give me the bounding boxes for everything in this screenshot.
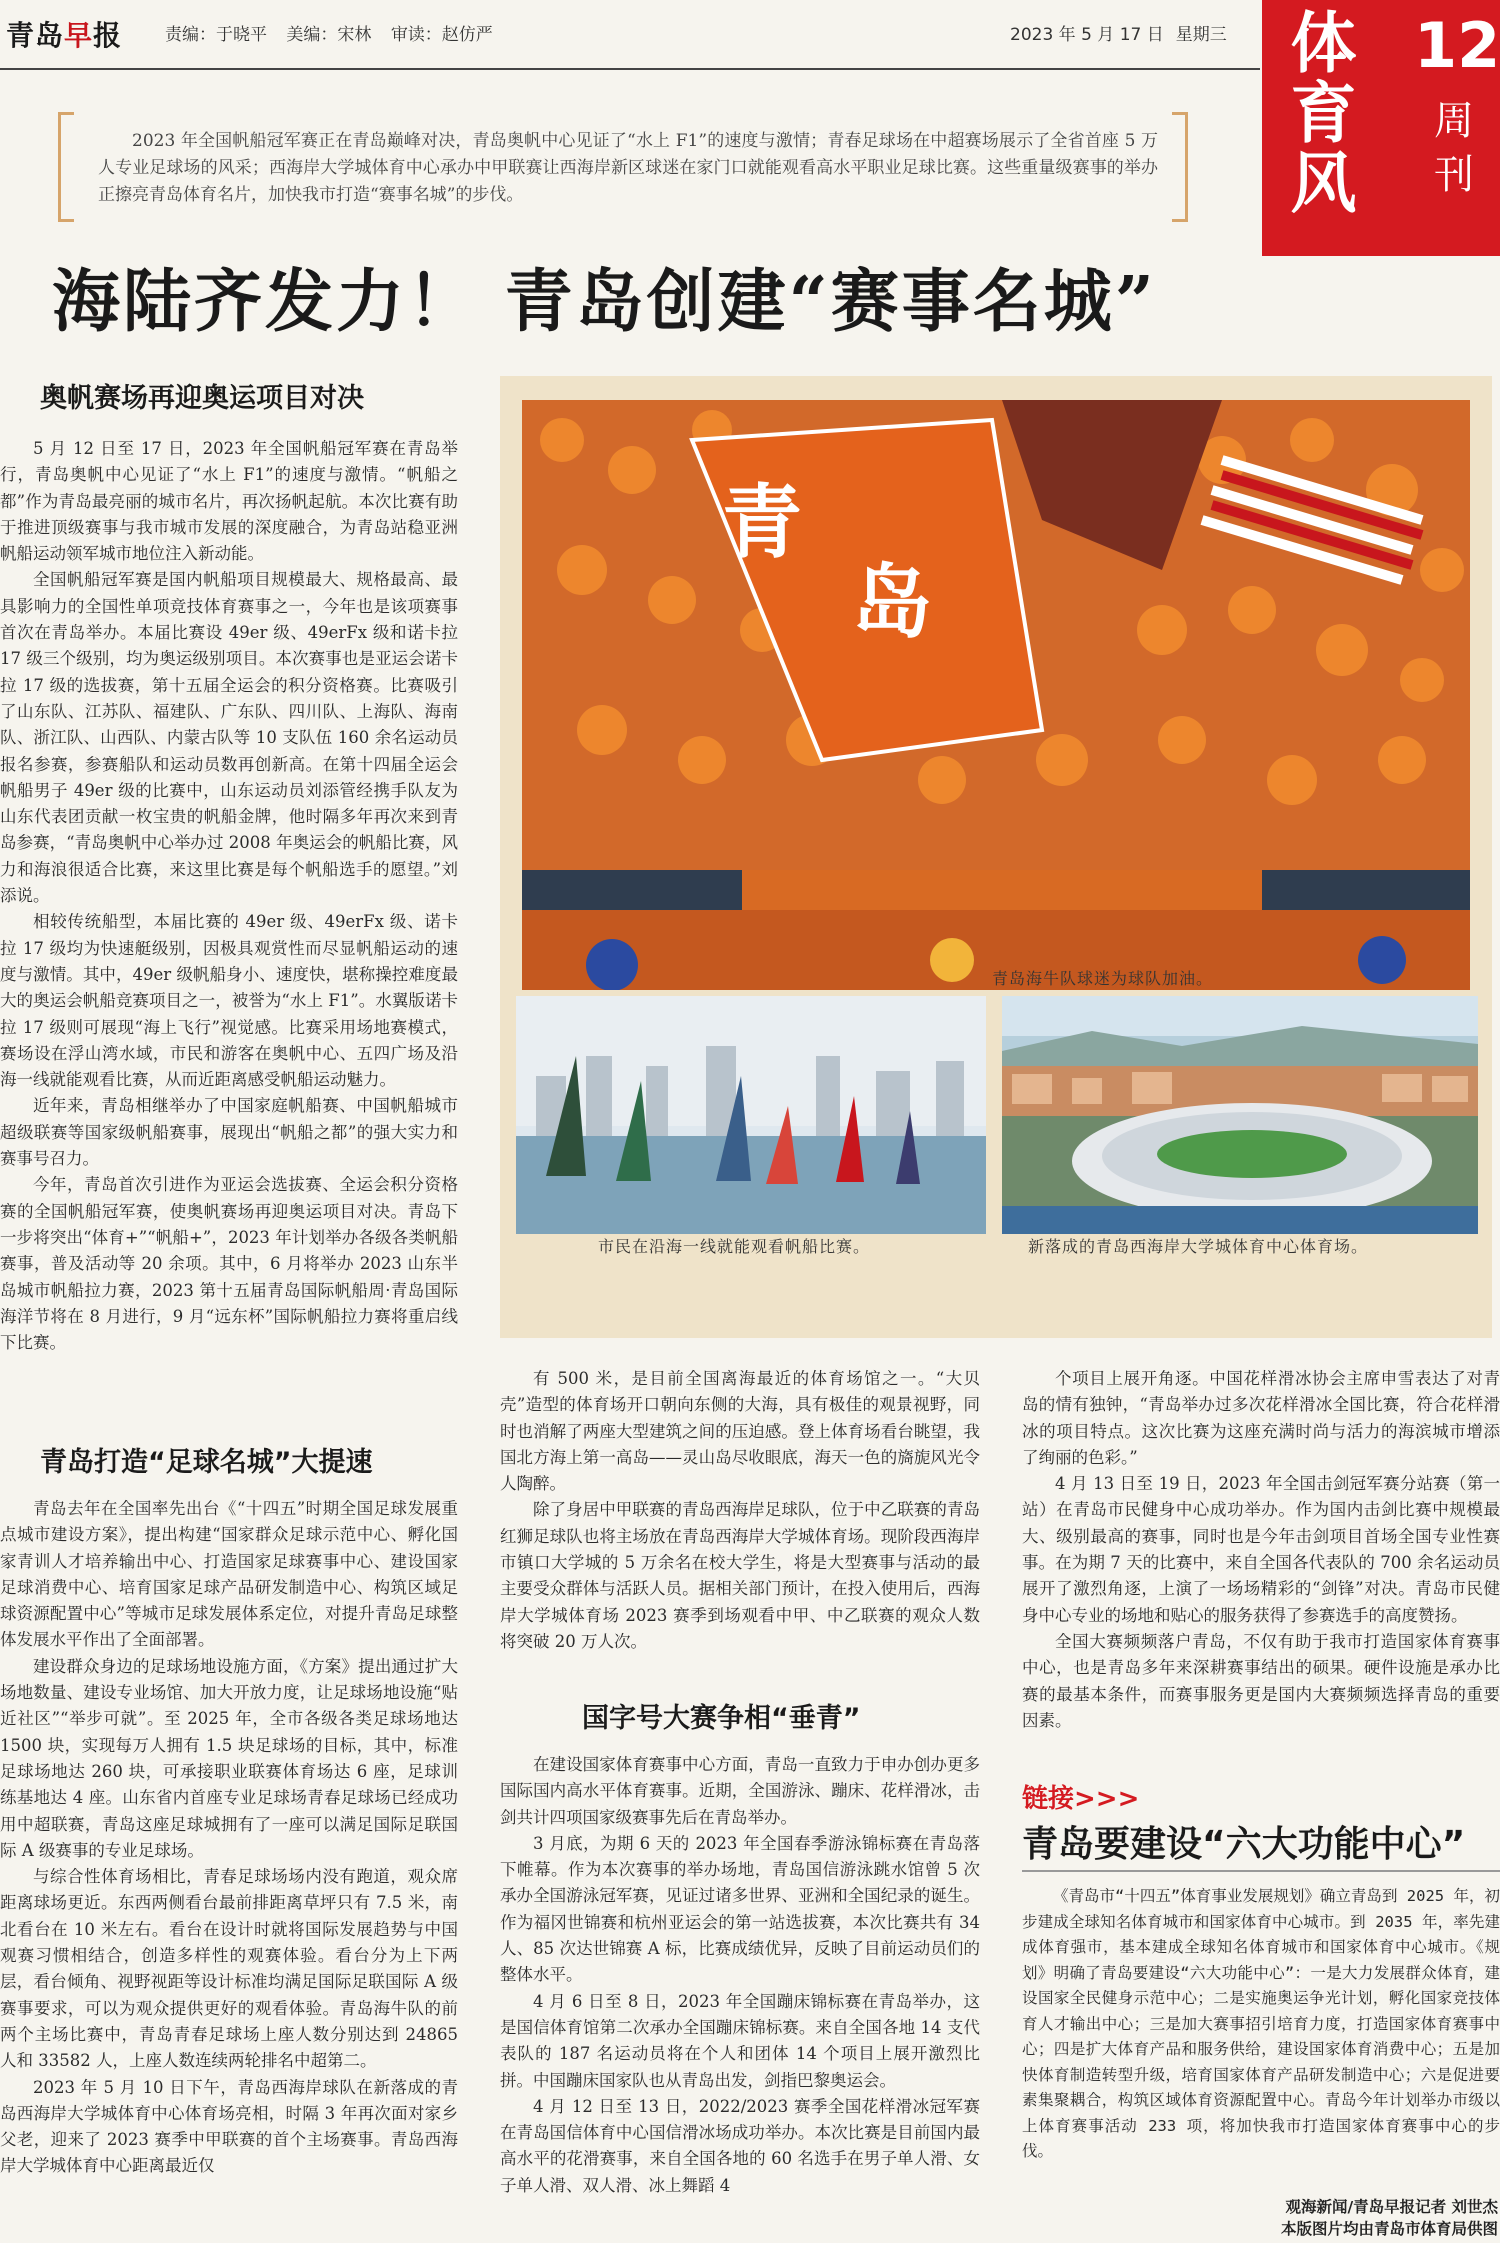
paragraph: 2023 年 5 月 10 日下午，青岛西海岸球队在新落成的青岛西海岸大学城体育中心体育场亮相，时隔 3 年再次面对家乡父老，迎来了 2023 赛季中甲联赛的首个主场赛事。青岛西海岸大学城体育中心距离最近仅 xyxy=(0,2077,458,2176)
paragraph: 今年，青岛首次引进作为亚运会选拔赛、全运会积分资格赛的全国帆船冠军赛，使奥帆赛场再迎奥运项目对决。青岛下一步将突出“体育+”“帆船+”，2023 年计划举办各级各类帆船赛事，普及活动等 20 余项。其中，6 月将举办 2023 山东半岛城市帆船拉力赛，2023 第十五届青岛国际帆船周·青岛国际海洋节将在 8 月进行，9 月“远东杯”国际帆船拉力赛将重启线下比赛。 xyxy=(0,1175,458,1353)
sailing-photo xyxy=(516,996,986,1234)
sailing-caption: 市民在沿海一线就能观看帆船比赛。 xyxy=(598,1237,871,1256)
section2-title: 青岛打造“足球名城”大提速 xyxy=(40,1447,373,1478)
weekly-label: 周 刊 xyxy=(1434,98,1474,198)
section1-title: 奥帆赛场再迎奥运项目对决 xyxy=(40,383,364,414)
paragraph: 全国大赛频频落户青岛，不仅有助于我市打造国家体育赛事中心，也是青岛多年来深耕赛事结出的硕果。硬件设施是承办比赛的最基本条件，而赛事服务更是国内大赛频频选择青岛的重要因素。 xyxy=(1022,1631,1500,1730)
svg-text:青: 青 xyxy=(722,476,802,569)
paragraph: 有 500 米，是目前全国离海最近的体育场馆之一。“大贝壳”造型的体育场开口朝向东侧的大海，具有极佳的观景视野，同时也消解了两座大型建筑之间的压迫感。登上体育场看台眺望，我国北方海上第一高岛——灵山岛尽收眼底，海天一色的旖旎风光令人陶醉。 xyxy=(500,1369,980,1494)
section4-body xyxy=(1022,1366,1500,1766)
paragraph: 4 月 6 日至 8 日，2023 年全国蹦床锦标赛在青岛举办，这是国信体育馆第二次承办全国蹦床锦标赛。来自全国各地 14 支代表队的 187 名运动员将在个人和团体 14 个项目上展开激烈比拼。中国蹦床国家队也从青岛出发，剑指巴黎奥运会。 xyxy=(500,1991,980,2090)
link-title: 青岛要建设“六大功能中心” xyxy=(1022,1824,1466,1865)
paragraph: 建设群众身边的足球场地设施方面，《方案》提出通过扩大场地数量、建设专业场馆、加大开放力度，让足球场地设施“贴近社区”“举步可就”。至 2025 年，全市各级各类足球场地达 1500 块，实现每万人拥有 1.5 块足球场的目标，其中，标准足球场地达 260 块，可承接职业联赛体育场达 6 座，足球训练基地达 4 座。山东省内首座专业足球场青春足球场已经成功用中超联赛，青岛这座足球城拥有了一座可以满足国际足联国际 A 级赛事的专业足球场。 xyxy=(0,1656,458,1860)
paragraph: 4 月 13 日至 19 日，2023 年全国击剑冠军赛分站赛（第一站）在青岛市民健身中心成功举办。作为国内击剑比赛中规模最大、级别最高的赛事，同时也是今年击剑项目首场全国专业性赛事。在为期 7 天的比赛中，来自全国各代表队的 700 余名运动员展开了激烈角逐，上演了一场场精彩的“剑锋”对决。青岛市民健身中心专业的场地和贴心的服务获得了参赛选手的高度赞扬。 xyxy=(1022,1474,1500,1625)
paragraph: 4 月 12 日至 13 日，2022/2023 赛季全国花样滑冰冠军赛在青岛国信体育中心国信滑冰场成功举办。本次比赛是目前国内最高水平的花滑赛事，来自全国各地的 60 名选手在男子单人滑、女子单人滑、双人滑、冰上舞蹈 4 xyxy=(500,2096,980,2195)
review-credit: 审读：赵仿严 xyxy=(390,25,493,45)
svg-text:岛: 岛 xyxy=(852,556,932,649)
editor-credits xyxy=(165,20,507,45)
art-credit: 美编：宋林 xyxy=(286,25,372,45)
paragraph: 青岛去年在全国率先出台《“十四五”时期全国足球发展重点城市建设方案》，提出构建“国家群众足球示范中心、孵化国家青训人才培养输出中心、打造国家足球赛事中心、建设国家足球消费中心、培育国家足球产品研发制造中心、构筑区域足球资源配置中心”等城市足球发展体系定位，对提升青岛足球整体发展水平作出了全面部署。 xyxy=(0,1499,458,1650)
masthead-rule xyxy=(0,68,1260,70)
page-number: 12 xyxy=(1414,9,1500,82)
link-rule xyxy=(1022,1870,1500,1872)
photo-credit: 本版图片均由青岛市体育局供图 xyxy=(1280,2220,1498,2238)
stadium-caption: 新落成的青岛西海岸大学城体育中心体育场。 xyxy=(1028,1237,1369,1256)
section1-body xyxy=(0,436,458,1412)
link-body xyxy=(1022,1884,1500,2192)
section3-body-b xyxy=(500,1752,980,2243)
paragraph: 3 月底，为期 6 天的 2023 年全国春季游泳锦标赛在青岛落下帷幕。作为本次赛事的举办场地，青岛国信游泳跳水馆曾 5 次承办全国游泳冠军赛，见证过诸多世界、亚洲和全国纪录的诞生。作为福冈世锦赛和杭州亚运会的第一站选拔赛，本次比赛共有 34 人、85 次达世锦赛 A 标，比赛成绩优异，反映了目前运动员们的整体水平。 xyxy=(500,1833,980,1985)
section-title: 体育风 xyxy=(1279,8,1356,218)
newspaper-logo: 青岛早报 xyxy=(6,19,123,52)
paragraph: 除了身居中甲联赛的青岛西海岸足球队，位于中乙联赛的青岛红狮足球队也将主场放在青岛西海岸大学城体育场。现阶段西海岸市镇口大学城的 5 万余名在校大学生，将是大型赛事与活动的最主要受众群体与活跃人员。据相关部门预计，在投入使用后，西海岸大学城体育场 2023 赛季到场观看中甲、中乙联赛的观众人数将突破 20 万人次。 xyxy=(500,1500,980,1651)
stadium-photo xyxy=(1002,996,1478,1234)
author-credit: 观海新闻/青岛早报记者 刘世杰 xyxy=(1285,2198,1498,2216)
bracket-right xyxy=(1172,112,1188,222)
section3-title: 国字号大赛争相“垂青” xyxy=(582,1703,861,1734)
section2-body xyxy=(0,1496,458,2243)
paragraph: 个项目上展开角逐。中国花样滑冰协会主席申雪表达了对青岛的情有独钟，“青岛举办过多次花样滑冰全国比赛，符合花样滑冰的项目特点。这次比赛为这座充满时尚与活力的海滨城市增添了绚丽的色彩。” xyxy=(1022,1369,1500,1467)
paragraph: 在建设国家体育赛事中心方面，青岛一直致力于申办创办更多国际国内高水平体育赛事。近期，全国游泳、蹦床、花样滑冰，击剑共计四项国家级赛事先后在青岛举办。 xyxy=(500,1755,980,1827)
photo-frame xyxy=(500,376,1492,1338)
intro-text: 2023 年全国帆船冠军赛正在青岛巅峰对决，青岛奥帆中心见证了“水上 F1”的速度与激情；青春足球场在中超赛场展示了全省首座 5 万人专业足球场的风采；西海岸大学城体育中心承办中甲联赛让西海岸新区球迷在家门口就能观看高水平职业足球比赛。这些重量级赛事的举办正擦亮青岛体育名片，加快我市打造“赛事名城”的步伐。 xyxy=(98,131,1158,205)
byline xyxy=(1180,2196,1498,2240)
editor-credit: 责编：于晓平 xyxy=(165,25,267,45)
paragraph: 近年来，青岛相继举办了中国家庭帆船赛、中国帆船城市超级联赛等国家级帆船赛事，展现出“帆船之都”的强大实力和赛事号召力。 xyxy=(0,1096,458,1169)
page-headline: 海陆齐发力！ 青岛创建“赛事名城” xyxy=(52,262,1157,342)
fans-photo xyxy=(522,400,1470,990)
issue-date: 2023 年 5 月 17 日 星期三 xyxy=(1010,25,1227,45)
paragraph: 全国帆船冠军赛是国内帆船项目规模最大、规格最高、最具影响力的全国性单项竞技体育赛事之一，今年也是该项赛事首次在青岛举办。本届比赛设 49er 级、49erFx 级和诺卡拉 17 级三个级别，均为奥运级别项目。本次赛事也是亚运会诺卡拉 17 级的选拔赛，第十五届全运会的积分资格赛。比赛吸引了山东队、江苏队、福建队、广东队、四川队、上海队、海南队、浙江队、山西队、内蒙古队等 10 支队伍 160 余名运动员报名参赛，参赛船队和运动员数再创新高。在第十四届全运会帆船男子 49er 级的比赛中，山东运动员刘添管经携手队友为山东代表团贡献一枚宝贵的帆船金牌，他时隔多年再次来到青岛参赛，“青岛奥帆中心举办过 2008 年奥运会的帆船比赛，风力和海浪很适合比赛，来这里比赛是每个帆船选手的愿望。”刘添说。 xyxy=(0,570,458,906)
paragraph: 5 月 12 日至 17 日，2023 年全国帆船冠军赛在青岛举行，青岛奥帆中心见证了“水上 F1”的速度与激情。“帆船之都”作为青岛最亮丽的城市名片，再次扬帆起航。本次比赛有助于推进顶级赛事与我市城市发展的深度融合，为青岛站稳亚洲帆船运动领军城市地位注入新动能。 xyxy=(0,439,458,564)
link-label: 链接>>> xyxy=(1022,1784,1140,1814)
paragraph: 与综合性体育场相比，青春足球场场内没有跑道，观众席距离球场更近。东西两侧看台最前排距离草坪只有 7.5 米，南北看台在 10 米左右。看台在设计时就将国际发展趋势与中国观赛习惯相结合，创造多样性的观赛体验。看台分为上下两层，看台倾角、视野视距等设计标准均满足国际足联国际 A 级赛事要求，可以为观众提供更好的观看体验。青岛海牛队的前两个主场比赛中，青岛青春足球场上座人数分别达到 24865 人和 33582 人，上座人数连续两轮排名中超第二。 xyxy=(0,1867,458,2071)
section-badge xyxy=(1262,0,1500,256)
bracket-left xyxy=(58,112,74,222)
paragraph: 《青岛市“十四五”体育事业发展规划》确立青岛到 2025 年，初步建成全球知名体育城市和国家体育中心城市。到 2035 年，率先建成体育强市，基本建成全球知名体育城市和国家体育中心城市。《规划》明确了青岛要建设“六大功能中心”：一是大力发展群众体育，建设国家全民健身示范中心；二是实施奥运争光计划，孵化国家竞技体育人才输出中心；三是加大赛事招引培育力度，打造国家体育赛事中心；四是扩大体育产品和服务供给，建设国家体育消费中心；五是加快体育制造转型升级，培育国家体育产品研发制造中心；六是促进要素集聚耦合，构筑区域体育资源配置中心。青岛今年计划举办市级以上体育赛事活动 233 项，将加快我市打造国家体育赛事中心的步伐。 xyxy=(1022,1887,1500,2160)
main-photo-caption: 青岛海牛队球迷为球队加油。 xyxy=(992,969,1214,988)
intro-summary xyxy=(58,112,1188,222)
paragraph: 相较传统船型，本届比赛的 49er 级、49erFx 级、诺卡拉 17 级均为快速艇级别，因极具观赏性而尽显帆船运动的速度与激情。其中，49er 级帆船身小、速度快，堪称操控难度最大的奥运会帆船竞赛项目之一，被誉为“水上 F1”。水翼版诺卡拉 17 级则可展现“海上飞行”视觉感。比赛采用场地赛模式，赛场设在浮山湾水域，市民和游客在奥帆中心、五四广场及沿海一线就能观看比赛，从而近距离感受帆船运动魅力。 xyxy=(0,912,458,1090)
